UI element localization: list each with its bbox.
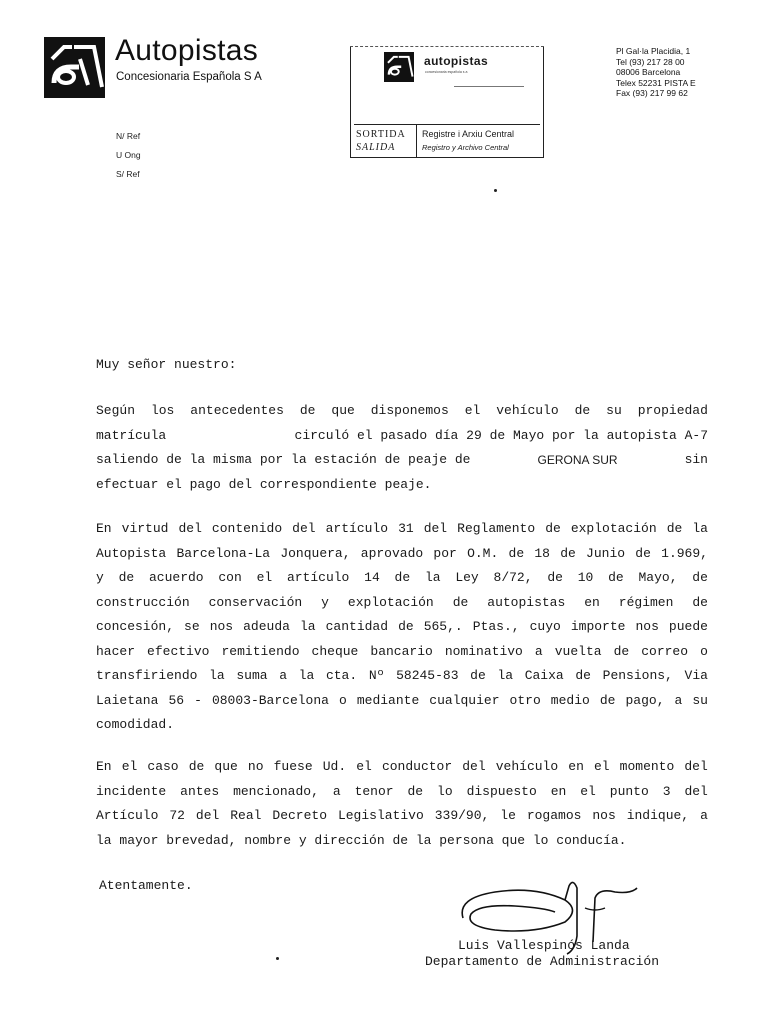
word: nos bbox=[209, 619, 234, 634]
word: el bbox=[580, 783, 596, 799]
word: Laietana bbox=[96, 692, 159, 708]
word: caso bbox=[147, 759, 179, 774]
word: de bbox=[613, 643, 630, 659]
word: del bbox=[462, 759, 486, 774]
closing: Atentamente. bbox=[99, 878, 193, 893]
word: de bbox=[470, 668, 486, 683]
word: el bbox=[593, 759, 610, 774]
para2-line bbox=[96, 517, 708, 542]
word: 565,. bbox=[423, 619, 463, 634]
word: explotación bbox=[570, 521, 657, 536]
reference-block bbox=[116, 127, 141, 184]
word: de bbox=[118, 570, 135, 585]
stamp-registro: Registro y Archivo Central bbox=[422, 143, 509, 152]
word: de bbox=[452, 594, 469, 610]
word: de bbox=[575, 668, 591, 683]
word: adeuda bbox=[243, 619, 290, 634]
paragraph-2 bbox=[96, 517, 708, 738]
para1-line-4: efectuar el pago del correspondiente peaje. bbox=[96, 476, 432, 492]
word: disponemos bbox=[370, 403, 449, 418]
word: transfiriendo bbox=[96, 668, 198, 683]
ref-origin: U Ong bbox=[116, 150, 141, 160]
word: y bbox=[321, 594, 329, 610]
para2-line bbox=[96, 689, 708, 714]
word: En bbox=[96, 521, 112, 536]
signatory-department: Departamento de Administración bbox=[425, 954, 660, 969]
word: acuerdo bbox=[148, 570, 204, 585]
para1-line-3-text: saliendo de la misma por la estación de peaje de bbox=[96, 452, 471, 467]
word: 10 bbox=[577, 570, 594, 585]
word: nominativo bbox=[444, 643, 523, 659]
word: vehículo bbox=[496, 403, 559, 418]
word: de bbox=[545, 521, 561, 536]
brand-subtitle: Concesionaria Española S A bbox=[116, 71, 262, 83]
para1-line-3 bbox=[96, 448, 708, 473]
stamp-registre: Registre i Arxiu Central bbox=[422, 129, 515, 139]
word: 18 bbox=[534, 545, 550, 561]
para1-line-2-text: circuló el pasado día 29 de Mayo por la autopista A-7 bbox=[294, 427, 708, 443]
contact-block bbox=[616, 46, 696, 99]
word: Según bbox=[96, 403, 136, 418]
word: Reglamento bbox=[457, 521, 536, 536]
para2-line bbox=[96, 542, 708, 567]
word: a bbox=[332, 783, 341, 799]
word: la bbox=[497, 668, 514, 683]
word: virtud bbox=[121, 521, 169, 536]
stamp-registry-cell bbox=[422, 128, 514, 154]
word: Decreto bbox=[272, 808, 328, 823]
word: tenor bbox=[354, 783, 394, 799]
para3-line bbox=[96, 780, 708, 805]
para1-line-1 bbox=[96, 399, 708, 424]
word: nos bbox=[635, 619, 659, 634]
word: Via bbox=[684, 668, 708, 683]
word: 31 bbox=[398, 521, 414, 536]
word: del bbox=[684, 783, 708, 799]
word: su bbox=[692, 692, 708, 708]
word: conservación bbox=[208, 594, 303, 610]
word: de bbox=[547, 570, 563, 585]
stamp-rule bbox=[454, 86, 524, 87]
para2-line: comodidad. bbox=[96, 717, 175, 732]
word: del bbox=[178, 521, 202, 536]
greeting: Muy señor nuestro: bbox=[96, 357, 237, 372]
word: 72 bbox=[169, 808, 185, 823]
paragraph-3 bbox=[96, 755, 708, 853]
stamp-divider bbox=[416, 124, 417, 158]
plate-label: matrícula bbox=[96, 427, 167, 443]
word: cheque bbox=[311, 643, 359, 659]
word: Caixa bbox=[524, 668, 564, 683]
word: y bbox=[96, 570, 104, 585]
word: Mayo, bbox=[638, 570, 678, 585]
word: momento bbox=[619, 759, 675, 774]
brand-name: Autopistas bbox=[115, 34, 259, 67]
word: Barcelona-La bbox=[176, 545, 271, 561]
word: de bbox=[407, 783, 424, 799]
paragraph-1 bbox=[96, 399, 708, 497]
word: 3 bbox=[662, 783, 671, 799]
word: punto bbox=[609, 783, 649, 799]
para3-line bbox=[96, 804, 708, 829]
word: autopistas bbox=[487, 594, 566, 610]
para1-line-3-end: sin bbox=[684, 452, 708, 467]
word: a bbox=[674, 692, 683, 708]
contact-telex: Telex 52231 PISTA E bbox=[616, 77, 696, 88]
word: a bbox=[700, 808, 708, 823]
contact-city: 08006 Barcelona bbox=[616, 67, 681, 77]
word: régimen bbox=[618, 594, 674, 610]
contact-address: Pl Gal·la Placidia, 1 bbox=[616, 46, 691, 56]
word: conductor bbox=[381, 759, 453, 774]
word: 8/72, bbox=[493, 570, 533, 585]
word: el bbox=[256, 570, 273, 585]
word: la bbox=[692, 521, 708, 536]
word: propiedad bbox=[637, 403, 708, 418]
word: suma bbox=[236, 668, 268, 683]
word: de bbox=[635, 545, 651, 561]
word: de bbox=[599, 692, 616, 708]
word: de bbox=[188, 759, 205, 774]
word: del bbox=[423, 521, 448, 536]
para3-line bbox=[96, 755, 708, 780]
word: - bbox=[194, 692, 202, 708]
word: rogamos bbox=[526, 808, 582, 823]
word: Nº bbox=[368, 668, 385, 683]
word: de bbox=[692, 594, 708, 610]
word: pago, bbox=[625, 692, 665, 708]
word: a bbox=[534, 643, 543, 659]
word: 58245-83 bbox=[396, 668, 459, 683]
word: antes bbox=[180, 783, 220, 799]
word: aprovado bbox=[360, 545, 424, 561]
word: puede bbox=[668, 619, 708, 634]
para2-line bbox=[96, 664, 708, 689]
ref-your: S/ Ref bbox=[116, 169, 140, 179]
word: remitiendo bbox=[221, 643, 300, 659]
word: de bbox=[560, 545, 576, 561]
word: 08003-Barcelona bbox=[211, 692, 329, 708]
word: medio bbox=[550, 692, 590, 708]
stamp-row-line bbox=[354, 124, 540, 125]
word: de bbox=[508, 545, 525, 561]
word: la bbox=[209, 668, 225, 683]
contact-fax: Fax (93) 217 99 62 bbox=[616, 88, 688, 98]
word: los bbox=[150, 403, 175, 418]
word: no bbox=[247, 759, 264, 774]
word: vuelta bbox=[554, 643, 602, 659]
contact-phone: Tel (93) 217 28 00 bbox=[616, 56, 685, 67]
word: que bbox=[331, 403, 355, 418]
word: de bbox=[299, 403, 316, 418]
word: de bbox=[394, 570, 411, 585]
word: de bbox=[692, 570, 708, 585]
word: mencionado, bbox=[233, 783, 319, 799]
word: 56 bbox=[168, 692, 185, 708]
word: concesión, bbox=[96, 619, 175, 634]
word: cualquier bbox=[429, 692, 500, 708]
word: de bbox=[666, 521, 683, 536]
word: dispuesto bbox=[466, 783, 537, 799]
ref-our: N/ Ref bbox=[116, 131, 141, 141]
stamp-logo-icon bbox=[384, 52, 414, 82]
word: nos bbox=[592, 808, 616, 823]
word: 339/90, bbox=[434, 808, 490, 823]
word: cantidad bbox=[325, 619, 389, 634]
word: con bbox=[218, 570, 242, 585]
stamp-brand-subtitle: concesionaria española s a bbox=[425, 70, 468, 74]
word: Pensions, bbox=[602, 668, 673, 683]
word: Ptas., bbox=[472, 619, 520, 634]
para2-line bbox=[96, 615, 708, 640]
word: Real bbox=[230, 808, 262, 823]
word: construcción bbox=[96, 594, 190, 610]
word: o bbox=[339, 692, 347, 708]
word: Ley bbox=[455, 570, 479, 585]
word: se bbox=[184, 619, 200, 634]
para2-line bbox=[96, 591, 708, 616]
word: la bbox=[299, 619, 316, 634]
word: o bbox=[700, 643, 708, 659]
word: artículo bbox=[325, 521, 389, 536]
word: mediante bbox=[356, 692, 420, 708]
word: correo bbox=[641, 643, 689, 659]
word: el bbox=[121, 759, 138, 774]
word: del bbox=[292, 521, 316, 536]
word: lo bbox=[437, 783, 453, 799]
word: contenido bbox=[211, 521, 283, 536]
para2-line bbox=[96, 566, 708, 591]
word: bancario bbox=[370, 643, 433, 659]
word: cuyo bbox=[529, 619, 561, 634]
word: del bbox=[684, 759, 708, 774]
para2-line bbox=[96, 640, 708, 665]
toll-station: GERONA SUR bbox=[537, 453, 618, 467]
word: O.M. bbox=[467, 545, 499, 561]
word: efectivo bbox=[147, 643, 210, 659]
word: de bbox=[398, 619, 414, 634]
word: artículo bbox=[286, 570, 350, 585]
registry-stamp bbox=[350, 46, 544, 158]
scan-speck bbox=[276, 957, 279, 960]
scan-speck bbox=[494, 189, 497, 192]
word: incidente bbox=[96, 783, 167, 799]
word: indique, bbox=[626, 808, 690, 823]
word: su bbox=[606, 403, 622, 418]
word: antecedentes bbox=[190, 403, 284, 418]
stamp-top-line bbox=[350, 46, 544, 47]
word: En bbox=[96, 759, 112, 774]
word: vehículo bbox=[495, 759, 559, 774]
word: importe bbox=[570, 619, 626, 634]
word: de bbox=[608, 570, 624, 585]
word: Legislativo bbox=[337, 808, 424, 823]
word: la bbox=[424, 570, 441, 585]
word: por bbox=[433, 545, 457, 561]
word: el bbox=[464, 403, 481, 418]
word: fuese bbox=[273, 759, 313, 774]
word: Junio bbox=[586, 545, 626, 561]
word: cta. bbox=[325, 668, 358, 683]
word: el bbox=[356, 759, 372, 774]
word: la bbox=[298, 668, 315, 683]
company-logo-icon bbox=[44, 37, 105, 98]
word: Jonquera, bbox=[280, 545, 351, 561]
stamp-outgoing-cell bbox=[356, 128, 406, 154]
word: Ud. bbox=[322, 759, 347, 774]
word: a bbox=[279, 668, 288, 683]
para3-line: la mayor brevedad, nombre y dirección de la persona que lo conducía. bbox=[96, 832, 627, 848]
word: Artículo bbox=[96, 808, 159, 823]
word: de bbox=[574, 403, 591, 418]
word: explotación bbox=[347, 594, 434, 610]
word: 1.969, bbox=[661, 545, 708, 561]
para1-line-2 bbox=[96, 424, 708, 449]
word: en bbox=[550, 783, 567, 799]
word: otro bbox=[509, 692, 541, 708]
word: Autopista bbox=[96, 545, 167, 561]
word: en bbox=[568, 759, 584, 774]
word: del bbox=[195, 808, 220, 823]
word: en bbox=[584, 594, 600, 610]
word: 14 bbox=[364, 570, 380, 585]
word: le bbox=[500, 808, 516, 823]
signatory-name: Luis Vallespinós Landa bbox=[458, 938, 630, 953]
stamp-sortida: SORTIDA bbox=[356, 129, 406, 140]
stamp-brand: autopistas bbox=[424, 54, 489, 68]
word: que bbox=[214, 759, 238, 774]
stamp-salida: SALIDA bbox=[356, 142, 396, 153]
word: hacer bbox=[96, 643, 136, 659]
